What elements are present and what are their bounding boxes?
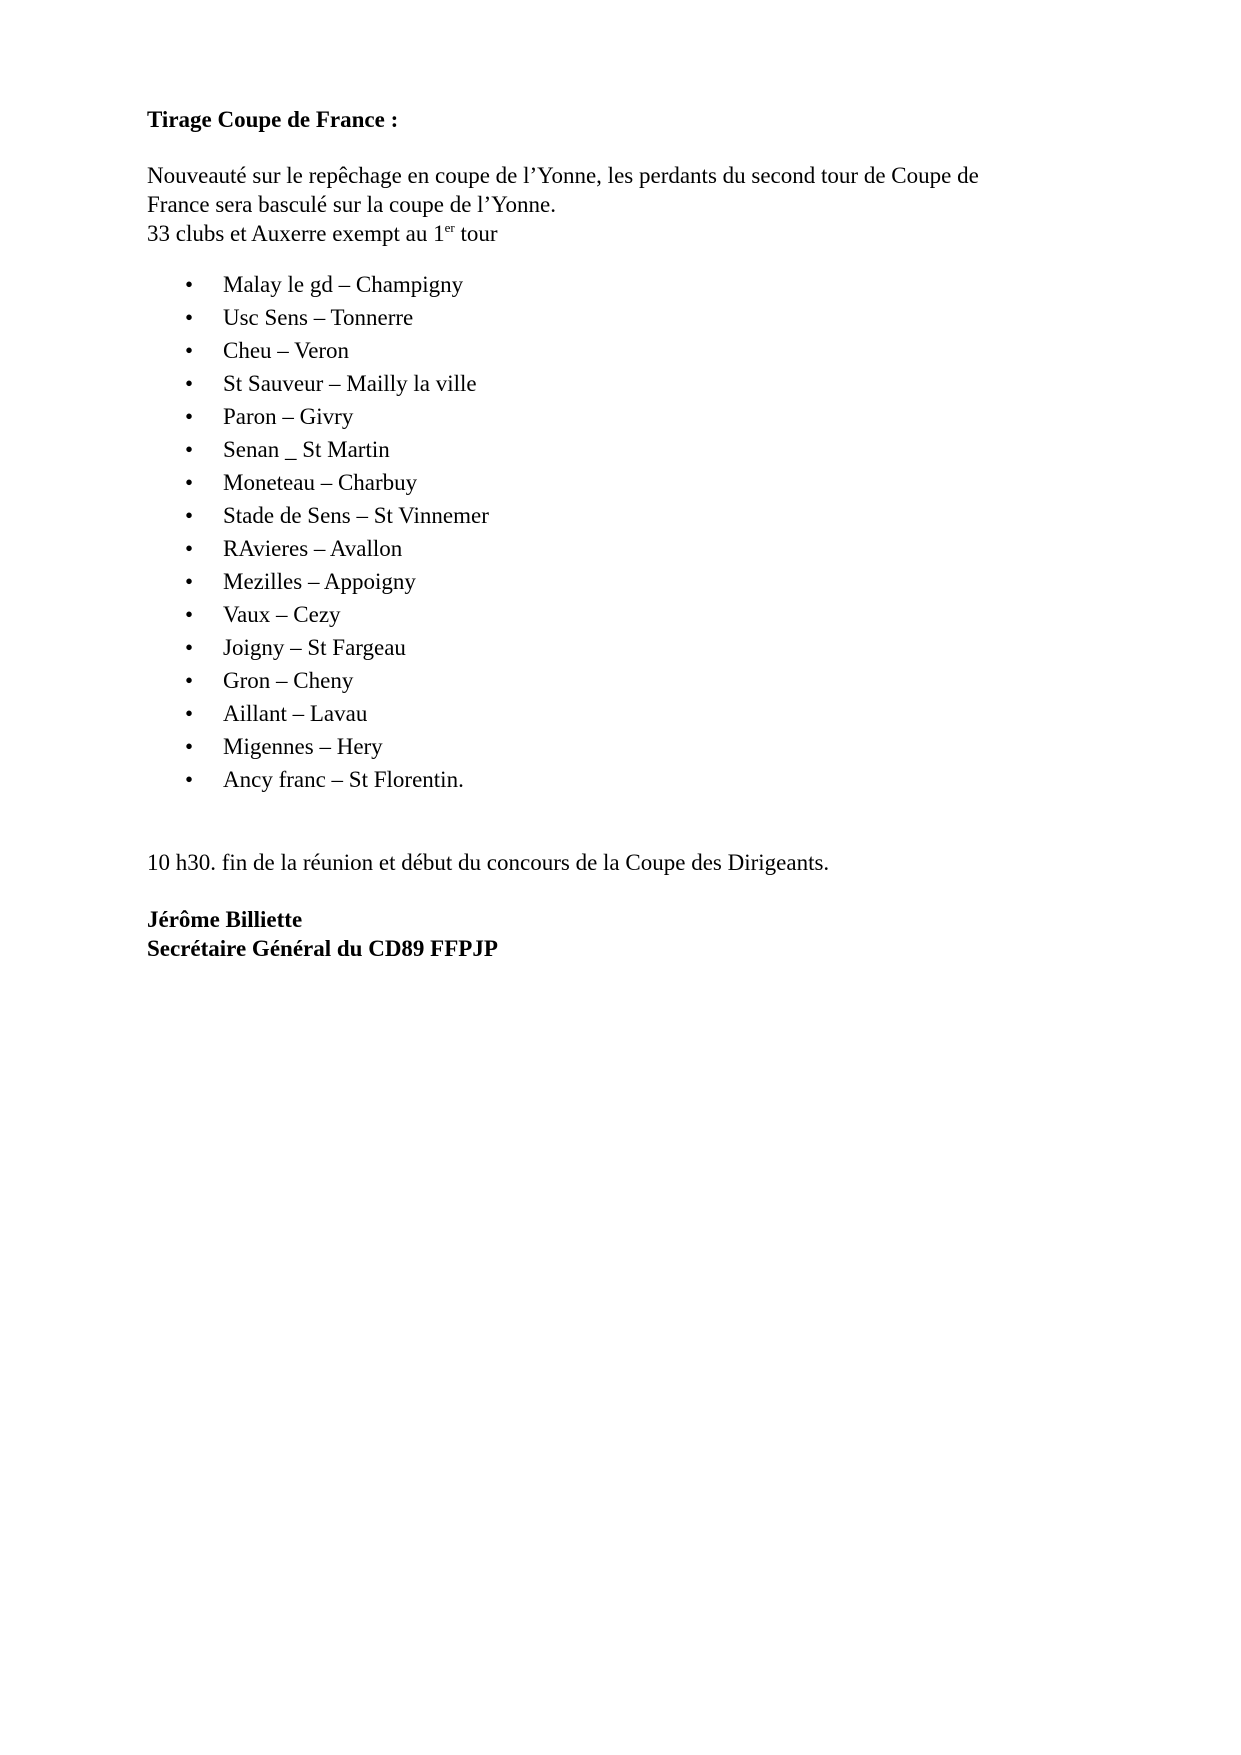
match-text: Senan _ St Martin [223,437,390,462]
signatory-name: Jérôme Billiette [147,907,303,932]
bullet-icon: • [185,305,194,330]
bullet-icon: • [185,470,194,495]
intro-line-2: France sera basculé sur la coupe de l’Yonne. [147,192,556,217]
bullet-icon: • [185,272,194,297]
bullet-icon: • [185,404,194,429]
bullet-icon: • [185,767,194,792]
match-text: Joigny – St Fargeau [223,635,406,660]
closing-note: 10 h30. fin de la réunion et début du concours de la Coupe des Dirigeants. [147,850,830,875]
bullet-icon: • [185,602,194,627]
match-text: Malay le gd – Champigny [223,272,464,297]
match-text: Migennes – Hery [223,734,383,759]
match-text: Usc Sens – Tonnerre [223,305,414,330]
match-text: RAvieres – Avallon [223,536,403,561]
signatory-title: Secrétaire Général du CD89 FFPJP [147,936,498,961]
bullet-icon: • [185,668,194,693]
match-text: Mezilles – Appoigny [223,569,416,594]
match-text: St Sauveur – Mailly la ville [223,371,477,396]
intro-line-3-end: tour [454,221,498,246]
intro-line-3-text: 33 clubs et Auxerre exempt au 1 [147,221,445,246]
intro-line-1: Nouveauté sur le repêchage en coupe de l’Yonne, les perdants du second tour de Coupe de [147,163,979,188]
bullet-icon: • [185,338,194,363]
section-heading: Tirage Coupe de France : [147,107,399,132]
bullet-icon: • [185,437,194,462]
signature-block [147,905,498,963]
match-text: Aillant – Lavau [223,701,368,726]
match-text: Ancy franc – St Florentin. [223,767,464,792]
intro-paragraph [147,161,1067,248]
intro-line-3 [147,219,1067,248]
bullet-icon: • [185,701,194,726]
match-text: Vaux – Cezy [223,602,341,627]
match-text: Cheu – Veron [223,338,350,363]
bullet-icon: • [185,536,194,561]
bullet-icon: • [185,635,194,660]
match-text: Stade de Sens – St Vinnemer [223,503,489,528]
ordinal-superscript: er [444,220,455,235]
match-text: Gron – Cheny [223,668,354,693]
bullet-icon: • [185,371,194,396]
match-text: Paron – Givry [223,404,354,429]
match-text: Moneteau – Charbuy [223,470,418,495]
bullet-icon: • [185,569,194,594]
bullet-icon: • [185,734,194,759]
bullet-icon: • [185,503,194,528]
